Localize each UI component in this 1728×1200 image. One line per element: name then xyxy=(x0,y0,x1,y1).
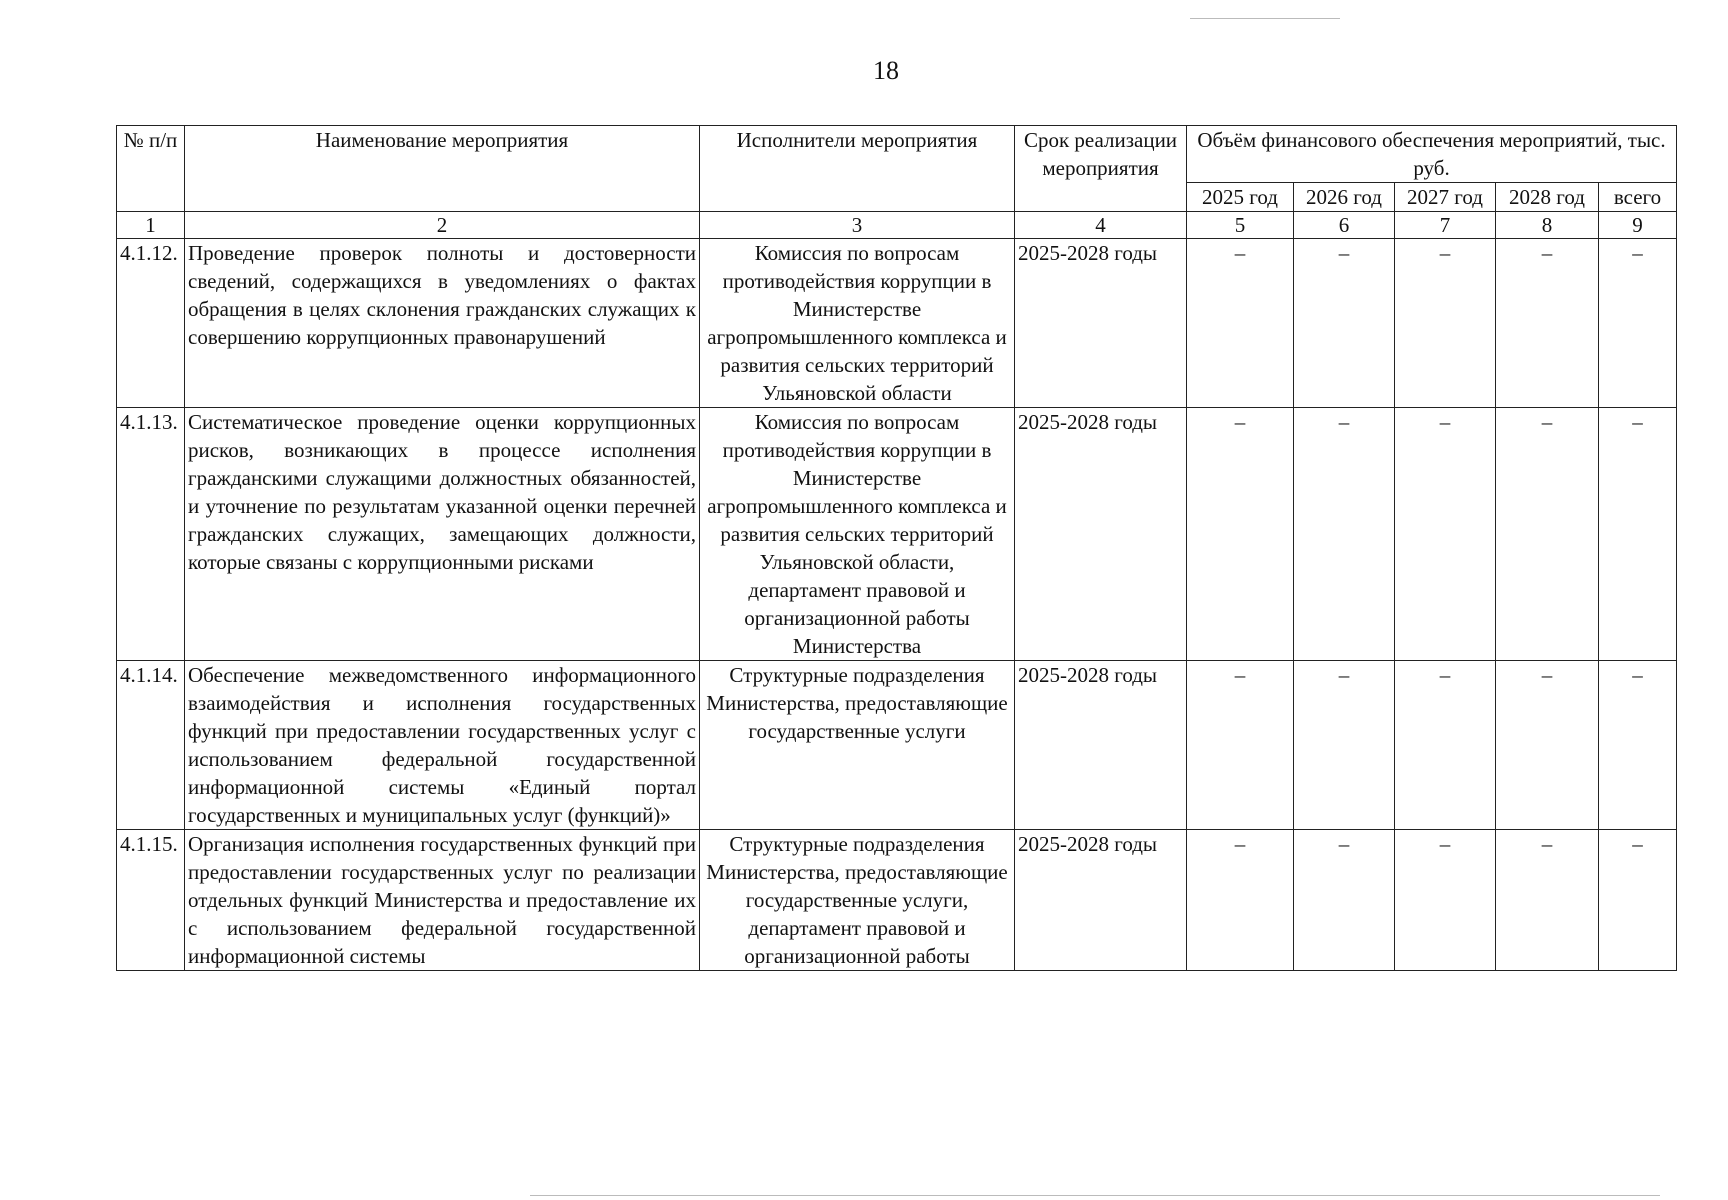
table-row xyxy=(117,239,1677,408)
value-2026: – xyxy=(1294,661,1395,830)
column-number: 6 xyxy=(1294,212,1395,239)
activity-executors: Комиссия по вопросам противодействия коррупции в Министерстве агропромышленного комплекса и развития сельских территорий Ульяновской области, департамент правовой и организационной работы Министерства xyxy=(700,408,1015,661)
header-row xyxy=(117,126,1677,183)
activity-executors: Комиссия по вопросам противодействия коррупции в Министерстве агропромышленного комплекса и развития сельских территорий Ульяновской области xyxy=(700,239,1015,408)
value-2028: – xyxy=(1496,408,1599,661)
table-row xyxy=(117,830,1677,971)
table-row xyxy=(117,661,1677,830)
activity-name: Систематическое проведение оценки коррупционных рисков, возникающих в процессе исполнения гражданскими служащими должностных обязанностей, и уточнение по результатам указанной оценки перечней гражданских служащих, замещающих должности, которые связаны с коррупционными рисками xyxy=(185,408,700,661)
activity-term: 2025-2028 годы xyxy=(1015,408,1187,661)
column-number: 1 xyxy=(117,212,185,239)
column-number: 5 xyxy=(1187,212,1294,239)
header-2025: 2025 год xyxy=(1187,183,1294,212)
header-term: Срок реализации мероприятия xyxy=(1015,126,1187,212)
value-total: – xyxy=(1599,661,1677,830)
column-number: 3 xyxy=(700,212,1015,239)
column-numbers-row xyxy=(117,212,1677,239)
header-2026: 2026 год xyxy=(1294,183,1395,212)
column-number: 8 xyxy=(1496,212,1599,239)
row-number: 4.1.12. xyxy=(117,239,185,408)
value-2027: – xyxy=(1395,408,1496,661)
activity-term: 2025-2028 годы xyxy=(1015,239,1187,408)
header-finance: Объём финансового обеспечения мероприятий, тыс. руб. xyxy=(1187,126,1677,183)
scan-artifact-bottom xyxy=(530,1195,1660,1196)
value-2025: – xyxy=(1187,239,1294,408)
activity-executors: Структурные подразделения Министерства, предоставляющие государственные услуги, департамент правовой и организационной работы xyxy=(700,830,1015,971)
activity-term: 2025-2028 годы xyxy=(1015,661,1187,830)
column-number: 9 xyxy=(1599,212,1677,239)
row-number: 4.1.15. xyxy=(117,830,185,971)
header-executors: Исполнители мероприятия xyxy=(700,126,1015,212)
activity-name: Проведение проверок полноты и достоверности сведений, содержащихся в уведомлениях о фактах обращения в целях склонения гражданских служащих к совершению коррупционных правонарушений xyxy=(185,239,700,408)
page-number: 18 xyxy=(873,56,899,85)
header-2028: 2028 год xyxy=(1496,183,1599,212)
value-total: – xyxy=(1599,830,1677,971)
table-row xyxy=(117,408,1677,661)
value-2026: – xyxy=(1294,408,1395,661)
value-2025: – xyxy=(1187,408,1294,661)
activity-executors: Структурные подразделения Министерства, предоставляющие государственные услуги xyxy=(700,661,1015,830)
column-number: 7 xyxy=(1395,212,1496,239)
header-2027: 2027 год xyxy=(1395,183,1496,212)
value-2027: – xyxy=(1395,661,1496,830)
value-total: – xyxy=(1599,408,1677,661)
value-total: – xyxy=(1599,239,1677,408)
value-2026: – xyxy=(1294,830,1395,971)
activity-name: Обеспечение межведомственного информационного взаимодействия и исполнения государственных функций при предоставлении государственных услуг с использованием федеральной государственной информационной системы «Единый портал государственных и муниципальных услуг (функций)» xyxy=(185,661,700,830)
scan-artifact-top xyxy=(1190,18,1340,19)
value-2028: – xyxy=(1496,830,1599,971)
activities-table xyxy=(116,125,1677,971)
column-number: 4 xyxy=(1015,212,1187,239)
header-total: всего xyxy=(1599,183,1677,212)
column-number: 2 xyxy=(185,212,700,239)
value-2027: – xyxy=(1395,830,1496,971)
header-name: Наименование мероприятия xyxy=(185,126,700,212)
value-2025: – xyxy=(1187,661,1294,830)
value-2025: – xyxy=(1187,830,1294,971)
value-2026: – xyxy=(1294,239,1395,408)
header-num: № п/п xyxy=(117,126,185,212)
row-number: 4.1.14. xyxy=(117,661,185,830)
row-number: 4.1.13. xyxy=(117,408,185,661)
value-2027: – xyxy=(1395,239,1496,408)
activity-term: 2025-2028 годы xyxy=(1015,830,1187,971)
value-2028: – xyxy=(1496,239,1599,408)
activity-name: Организация исполнения государственных функций при предоставлении государственных услуг по реализации отдельных функций Министерства и предоставление их с использованием федеральной государственной информационной системы xyxy=(185,830,700,971)
value-2028: – xyxy=(1496,661,1599,830)
